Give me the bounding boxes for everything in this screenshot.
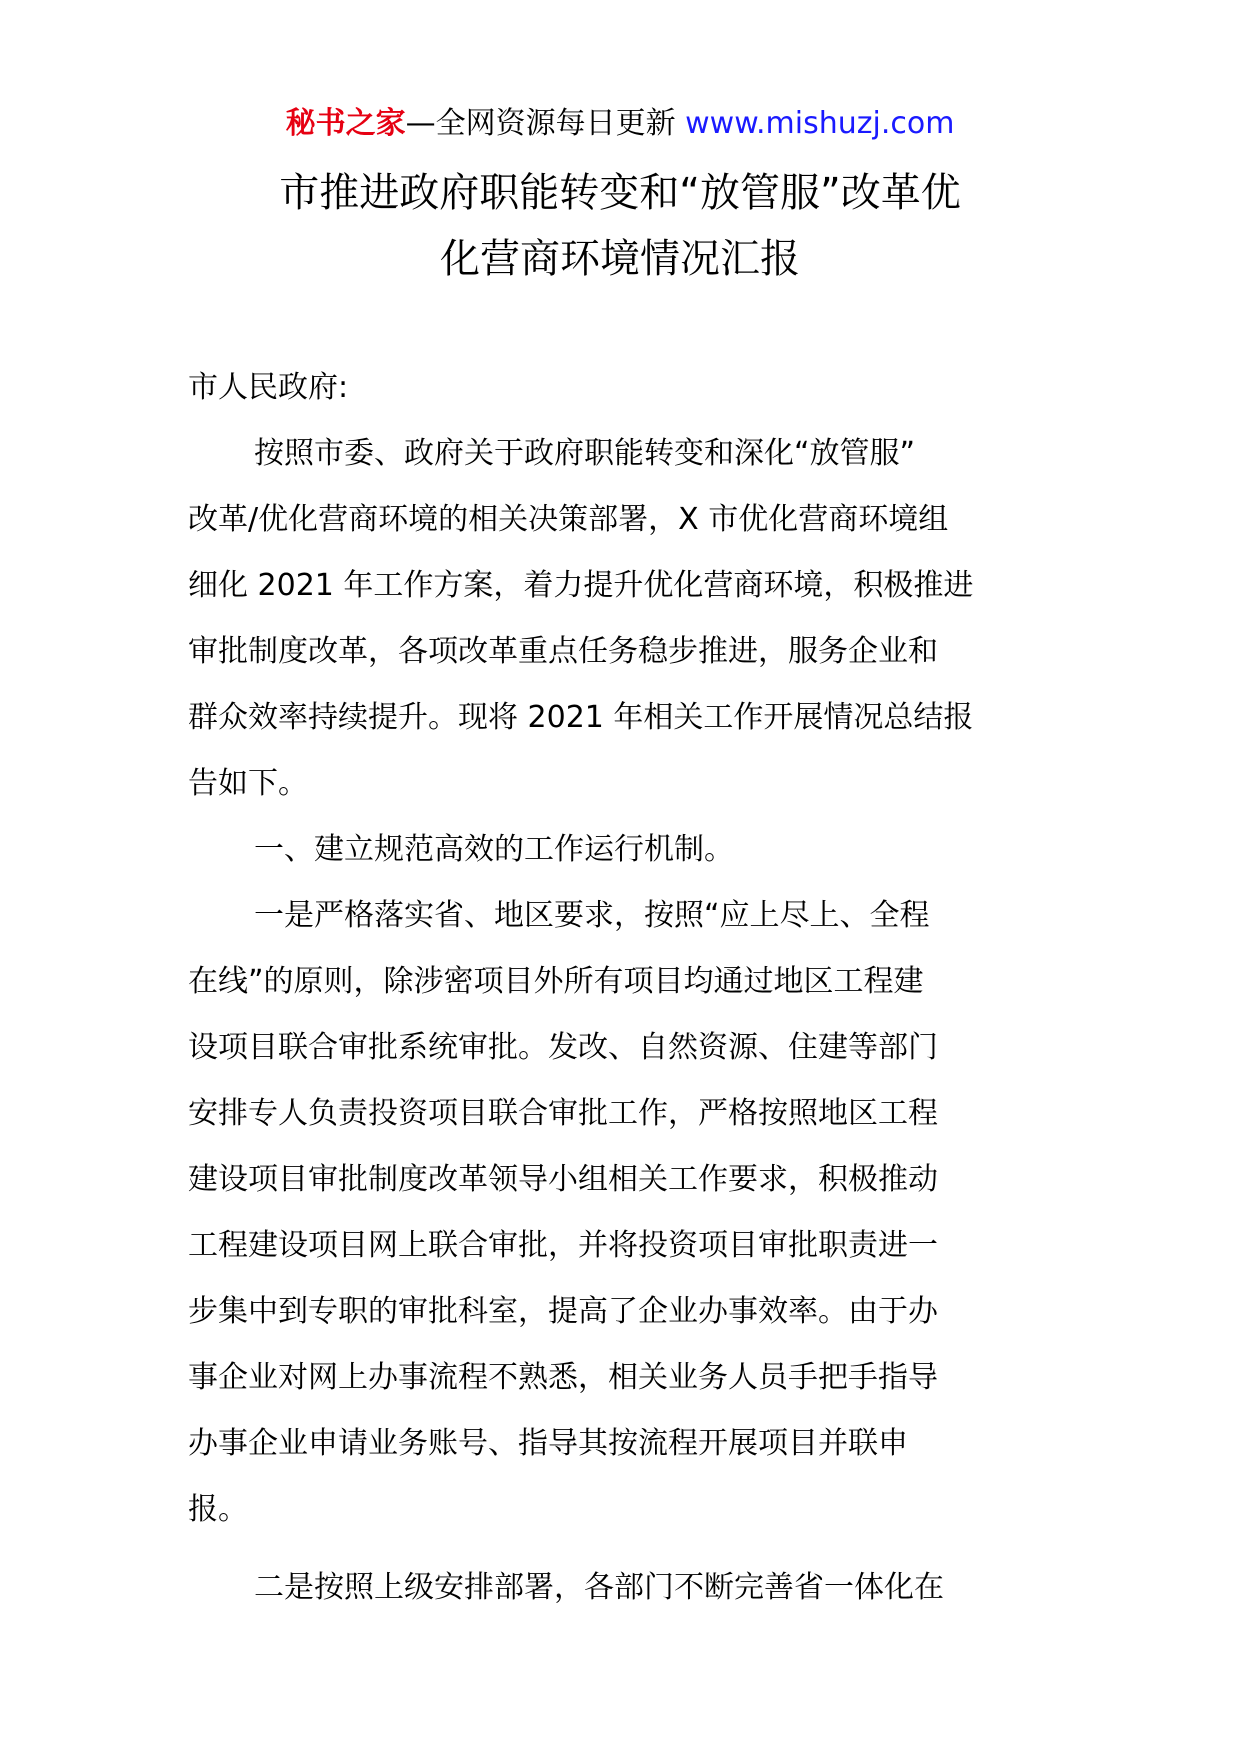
- site-tagline: —全网资源每日更新: [405, 106, 686, 141]
- title-line-1: 市推进政府职能转变和“放管服”改革优: [279, 170, 961, 216]
- section-heading-text: 一、建立规范高效的工作运行机制。: [254, 832, 734, 867]
- paragraph-line: 改革/优化营商环境的相关决策部署，X 市优化营商环境组: [188, 502, 949, 537]
- document-body: [188, 355, 1054, 1621]
- paragraph-line: 二是按照上级安排部署，各部门不断完善省一体化在: [254, 1570, 944, 1605]
- paragraph-line: 事企业对网上办事流程不熟悉，相关业务人员手把手指导: [188, 1360, 938, 1395]
- paragraph-line: 群众效率持续提升。现将 2021 年相关工作开展情况总结报: [188, 700, 974, 735]
- paragraph-line: 告如下。: [188, 766, 308, 801]
- salutation: [188, 355, 1054, 421]
- paragraph-line: 一是严格落实省、地区要求，按照“应上尽上、全程: [254, 898, 930, 933]
- title-line-2: 化营商环境情况汇报: [440, 236, 800, 282]
- paragraph-line: 工程建设项目网上联合审批，并将投资项目审批职责进一: [188, 1228, 938, 1263]
- paragraph-line: 细化 2021 年工作方案，着力提升优化营商环境，积极推进: [188, 568, 974, 603]
- site-header: [0, 102, 1240, 146]
- paragraph-line: 步集中到专职的审批科室，提高了企业办事效率。由于办: [188, 1294, 938, 1329]
- paragraph-line: 在线”的原则，除涉密项目外所有项目均通过地区工程建: [188, 964, 924, 999]
- site-brand: 秘书之家: [285, 106, 406, 141]
- salutation-text: 市人民政府:: [188, 370, 349, 405]
- paragraph-line: 安排专人负责投资项目联合审批工作，严格按照地区工程: [188, 1096, 938, 1131]
- paragraph-line: 办事企业申请业务账号、指导其按流程开展项目并联申: [188, 1426, 908, 1461]
- paragraph-intro: [188, 421, 1054, 817]
- paragraph-line: 审批制度改革，各项改革重点任务稳步推进，服务企业和: [188, 634, 938, 669]
- section-heading-1: [188, 817, 1054, 883]
- paragraph-line: 按照市委、政府关于政府职能转变和深化“放管服”: [254, 436, 916, 471]
- paragraph-line: 建设项目审批制度改革领导小组相关工作要求，积极推动: [188, 1162, 938, 1197]
- paragraph-point-1: [188, 883, 1054, 1543]
- site-url-link[interactable]: www.mishuzj.com: [685, 106, 955, 141]
- paragraph-point-2: [188, 1555, 1054, 1621]
- paragraph-line: 报。: [188, 1492, 248, 1527]
- document-title: [150, 160, 1090, 292]
- paragraph-line: 设项目联合审批系统审批。发改、自然资源、住建等部门: [188, 1030, 938, 1065]
